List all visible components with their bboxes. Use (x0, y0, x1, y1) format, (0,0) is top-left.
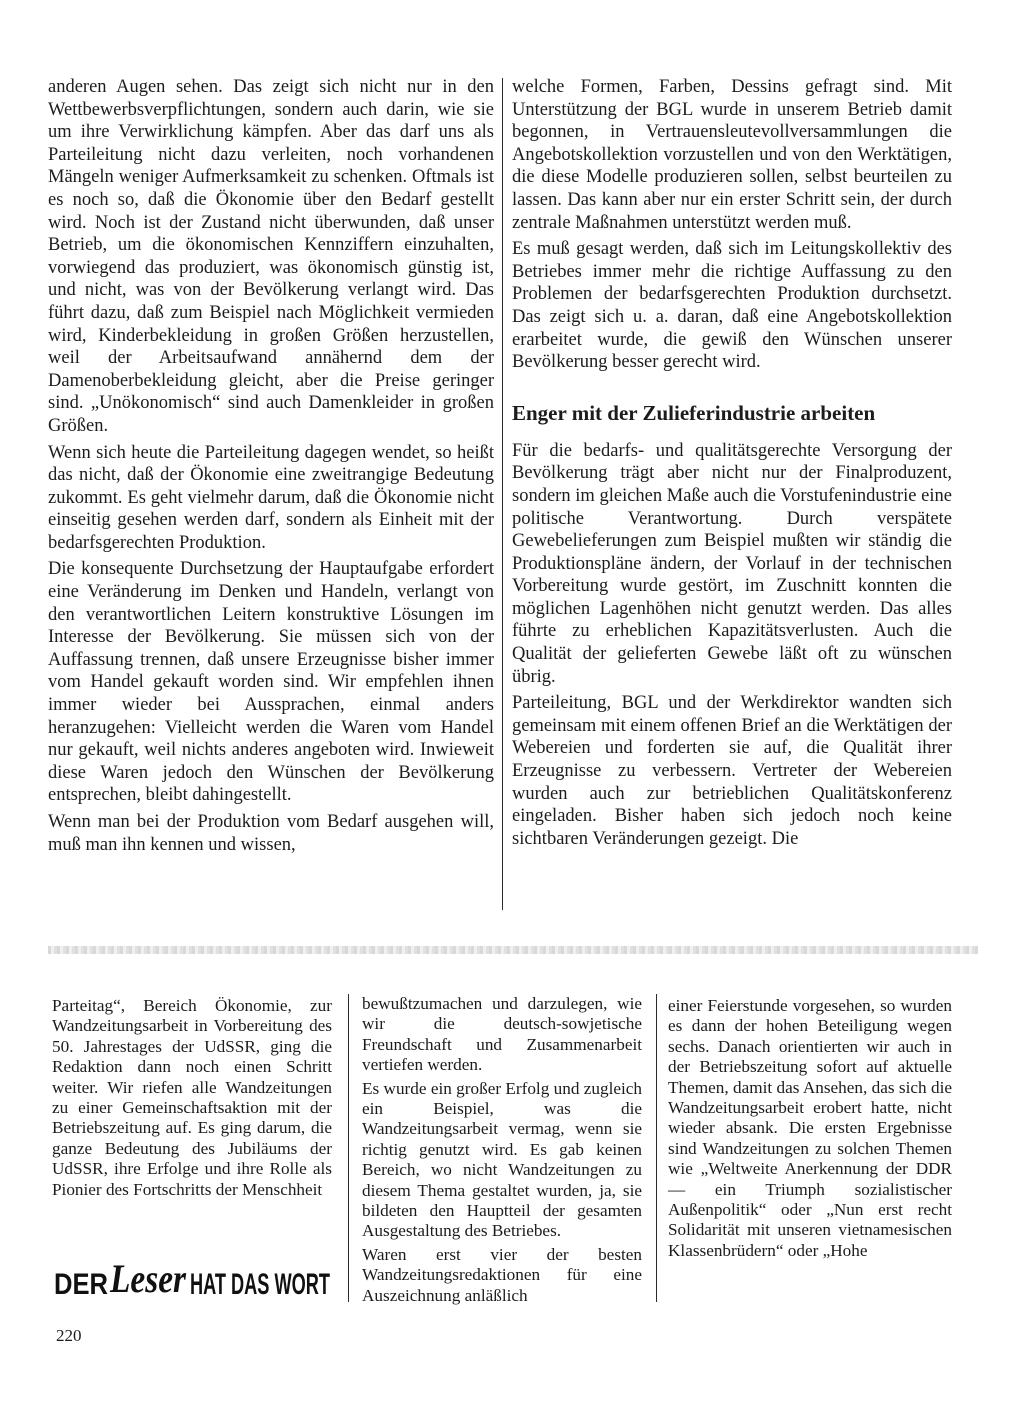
paragraph: welche Formen, Farben, Dessins gefragt sind. Mit Unterstützung der BGL wurde in unserem Betrieb damit begonnen, in Vertrauensleutevollversammlungen die Angebotskollektion vorzustellen und von den Werktätigen, die diese Modelle produzieren sollen, selbst beurteilen zu lassen. Das kann aber nur ein erster Schritt sein, der durch zentrale Maßnahmen unterstützt werden muß. (512, 77, 952, 233)
article-column-right (512, 76, 952, 854)
paragraph: Für die bedarfs- und qualitätsgerechte Versorgung der Bevölkerung trägt aber nicht nur der Finalproduzent, sondern im gleichen Maße auch die Vorstufenindustrie eine politische Verantwortung. Durch verspätete Gewebelieferungen zum Beispiel mußten wir ständig die Produktionspläne ändern, der Vorlauf in der technischen Vorbereitung wurde gestört, im Zuschnitt konnten die möglichen Lagenhöhen nicht genutzt werden. Das alles führte zu erheblichen Kapazitätsverlusten. Auch die Qualität der gelieferten Gewebe läßt oft zu wünschen übrig. (512, 440, 952, 687)
reader-column-1 (52, 996, 332, 1203)
column-divider (656, 994, 657, 1302)
paragraph: Waren erst vier der besten Wandzeitungsredaktionen für eine Auszeichnung anläßlich (362, 1244, 642, 1305)
reader-column-2 (362, 994, 642, 1309)
article-column-left (48, 76, 494, 860)
logo-text-leser: Leser (109, 1256, 187, 1301)
paragraph: Parteileitung, BGL und der Werkdirektor wandten sich gemeinsam mit einem offenen Brief an die Werktätigen der Webereien und forderten sie auf, die Qualität ihrer Erzeugnisse zu verbessern. Vertreter der Webereien wurden auch zur betrieblichen Qualitätskonferenz eingeladen. Bisher haben sich jedoch noch keine sichtbaren Veränderungen gezeigt. Die (512, 693, 952, 849)
paragraph: Wenn sich heute die Parteileitung dagegen wendet, so heißt das nicht, daß der Ökonomie eine zweitrangige Bedeutung zukommt. Es geht vielmehr darum, daß die Ökonomie nicht einseitig gesehen werden darf, sondern als Einheit mit der bedarfsgerechten Produktion. (48, 442, 494, 553)
logo-text-hat-das-wort: HAT DAS WORT (190, 1268, 330, 1301)
column-divider (348, 994, 349, 1302)
paragraph: einer Feierstunde vorgesehen, so wurden es dann der hohen Beteiligung wegen sechs. Danach orientierten wir auch in der Betriebszeitung sofort auf aktuelle Themen, damit das Ansehen, das sich die Wandzeitungsarbeit erobert hatte, nicht wieder absank. Die ersten Ergebnisse sind Wandzeitungen zu solchen Themen wie „Weltweite Anerkennung der DDR — ein Triumph sozialistischer Außenpolitik“ oder „Nun erst recht Solidarität mit unseren vietnamesischen Klassenbrüdern“ oder „Hohe (668, 996, 952, 1260)
paragraph: bewußtzumachen und darzulegen, wie wir die deutsch-sowjetische Freundschaft und Zusammenarbeit vertiefen werden. (362, 994, 642, 1075)
paragraph: Die konsequente Durchsetzung der Hauptaufgabe erfordert eine Veränderung im Denken und Handeln, verlangt von den verantwortlichen Leitern konstruktive Lösungen im Interesse der Bevölkerung. Sie müssen sich von der Auffassung trennen, daß unsere Erzeugnisse bisher immer vom Handel gekauft worden sind. Wir empfehlen ihnen immer wieder bei Aussprachen, einmal anders heranzugehen: Vielleicht werden die Waren vom Handel nur gekauft, weil nichts anderes angeboten wird. Inwieweit diese Waren jedoch den Wünschen der Bevölkerung entsprechen, bleibt dahingestellt. (48, 559, 494, 806)
section-separator (48, 946, 978, 954)
paragraph: Wenn man bei der Produktion vom Bedarf ausgehen will, muß man ihn kennen und wissen, (48, 812, 494, 855)
paragraph: anderen Augen sehen. Das zeigt sich nicht nur in den Wettbewerbsverpflichtungen, sondern auch darin, wie sie um ihre Verwirklichung kämpfen. Aber das darf uns als Parteileitung nicht dazu verleiten, noch vorhandenen Mängeln weniger Aufmerksamkeit zu schenken. Oftmals ist es noch so, daß die Ökonomie über den Bedarf gestellt wird. Noch ist der Zustand nicht überwunden, daß unser Betrieb, um die ökonomischen Kennziffern einzuhalten, vorwiegend das produziert, was ökonomisch günstig ist, und nicht, was von der Bevölkerung verlangt wird. Das führt dazu, daß zum Beispiel nach Möglichkeit vermieden wird, Kinderbekleidung in großen Größen herzustellen, weil der Arbeitsaufwand annähernd dem der Damenoberbekleidung gleicht, aber die Preise geringer sind. „Unökonomisch“ sind auch Damenkleider in großen Größen. (48, 77, 494, 436)
paragraph: Parteitag“, Bereich Ökonomie, zur Wandzeitungsarbeit in Vorbereitung des 50. Jahrestages der UdSSR, ging die Redaktion dann noch einen Schritt weiter. Wir riefen alle Wandzeitungen zu einer Gemeinschaftsaktion mit der Betriebszeitung auf. Es ging darum, die ganze Bedeutung des Jubiläums der UdSSR, ihre Erfolge und ihre Rolle als Pionier des Fortschritts der Menschheit (52, 996, 332, 1199)
reader-column-3 (668, 996, 952, 1264)
logo-text-der: DER (54, 1268, 109, 1301)
section-heading: Enger mit der Zulieferindustrie arbeiten (512, 400, 876, 425)
column-divider (502, 78, 503, 910)
page-number: 220 (56, 1326, 82, 1345)
paragraph: Es wurde ein großer Erfolg und zugleich ein Beispiel, was die Wandzeitungsarbeit vermag, wenn sie richtig genutzt wird. Es gab keinen Bereich, wo nicht Wandzeitungen zu diesem Thema gestaltet wurden, ja, sie bildeten den Hauptteil der gesamten Ausgestaltung des Betriebes. (362, 1078, 642, 1241)
paragraph: Es muß gesagt werden, daß sich im Leitungskollektiv des Betriebes immer mehr die richtige Auffassung zu den Problemen der bedarfsgerechten Produktion durchsetzt. Das zeigt sich u. a. daran, daß eine Angebotskollektion erarbeitet wurde, die gewiß den Wünschen unserer Bevölkerung besser gerecht wird. (512, 239, 952, 373)
reader-section-logo (52, 1258, 332, 1304)
